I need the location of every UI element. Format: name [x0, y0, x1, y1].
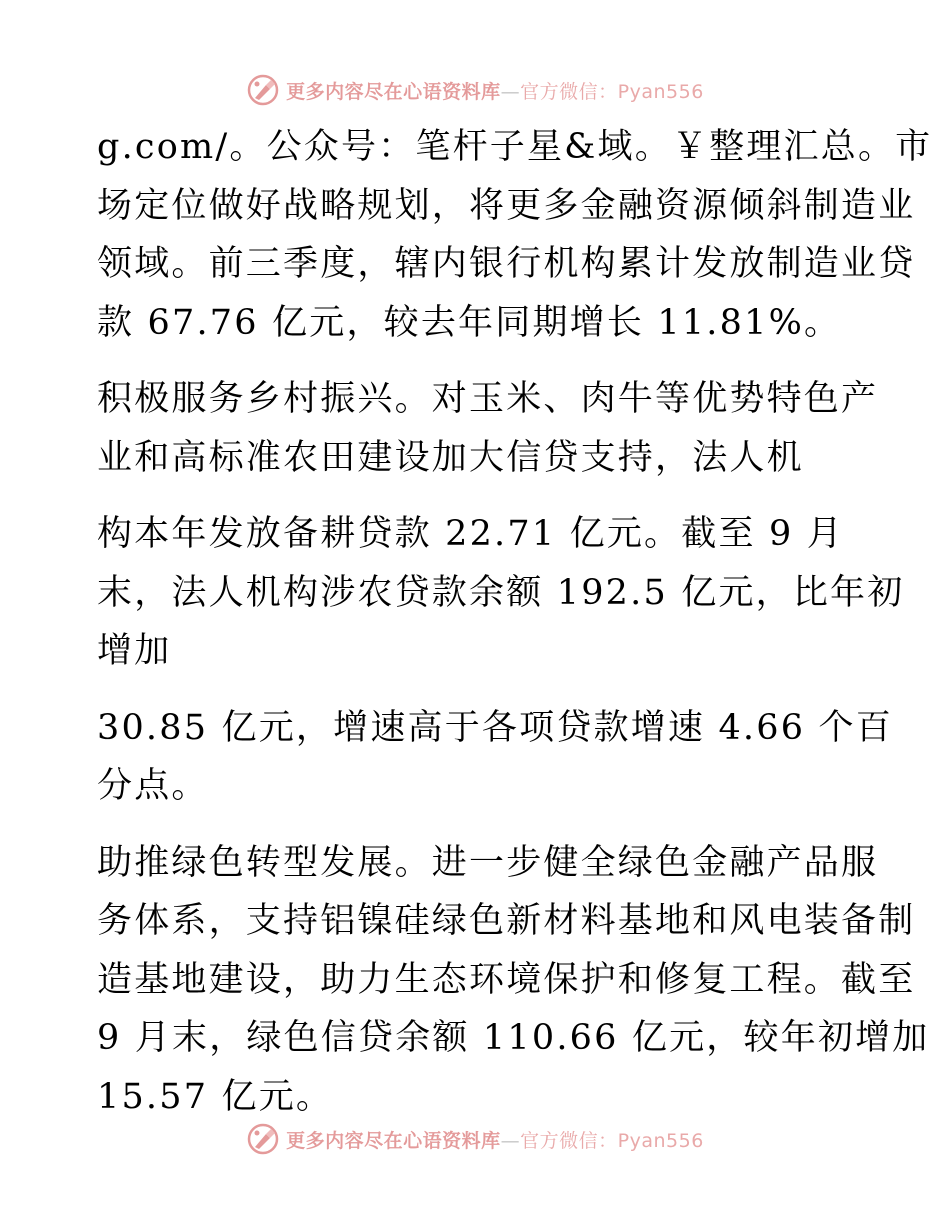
watermark-contact: 官方微信：Pyan556 — [520, 80, 704, 103]
text-line: 造基地建设，助力生态环境保护和修复工程。截至 — [97, 959, 916, 1000]
watermark-text — [286, 77, 704, 104]
text-line: 15.57 亿元。 — [97, 1076, 334, 1117]
watermark-separator: — — [500, 1129, 521, 1152]
text-line: 分点。 — [97, 766, 209, 806]
text-line: 9 月末，绿色信贷余额 110.66 亿元，较年初增加 — [97, 1018, 930, 1058]
text-line: 末，法人机构涉农贷款余额 192.5 亿元，比年初 — [97, 572, 905, 613]
text-line: 业和高标准农田建设加大信贷支持，法人机 — [97, 437, 804, 478]
watermark-brand: 更多内容尽在心语资料库 — [286, 1129, 501, 1152]
text-line: 30.85 亿元，增速高于各项贷款增速 4.66 个百 — [97, 707, 893, 748]
paragraph-block — [97, 699, 893, 816]
paragraph-spacer — [97, 352, 857, 370]
watermark-separator: — — [500, 80, 521, 103]
text-line: 增加 — [97, 631, 172, 671]
paragraph-spacer — [97, 487, 857, 505]
pen-nib-circle-icon — [246, 73, 280, 107]
text-line: 领域。前三季度，辖内银行机构累计发放制造业贷 — [97, 244, 916, 284]
paragraph-spacer — [97, 816, 857, 834]
text-line: 构本年发放备耕贷款 22.71 亿元。截至 9 月 — [97, 514, 844, 554]
watermark-text — [286, 1126, 704, 1153]
watermark-brand: 更多内容尽在心语资料库 — [286, 80, 501, 103]
paragraph-spacer — [97, 681, 857, 699]
paragraph-block — [97, 118, 933, 352]
footer-watermark — [0, 1117, 950, 1161]
text-line: 款 67.76 亿元，较去年同期增长 11.81%。 — [97, 302, 842, 343]
text-line: 场定位做好战略规划，将更多金融资源倾斜制造业 — [97, 185, 916, 226]
text-line: 务体系，支持铝镍硅绿色新材料基地和风电装备制 — [97, 901, 916, 941]
text-line: 积极服务乡村振兴。对玉米、肉牛等优势特色产 — [97, 379, 879, 419]
paragraph-block — [97, 834, 930, 1127]
paragraph-block — [97, 370, 879, 487]
text-line: g.com/。公众号：笔杆子星&域。￥整理汇总。市 — [97, 127, 933, 167]
pen-nib-circle-icon — [246, 1122, 280, 1156]
document-body — [97, 118, 933, 1126]
text-line: 助推绿色转型发展。进一步健全绿色金融产品服 — [97, 842, 879, 883]
header-watermark — [0, 68, 950, 112]
paragraph-block — [97, 505, 905, 681]
watermark-contact: 官方微信：Pyan556 — [520, 1129, 704, 1152]
